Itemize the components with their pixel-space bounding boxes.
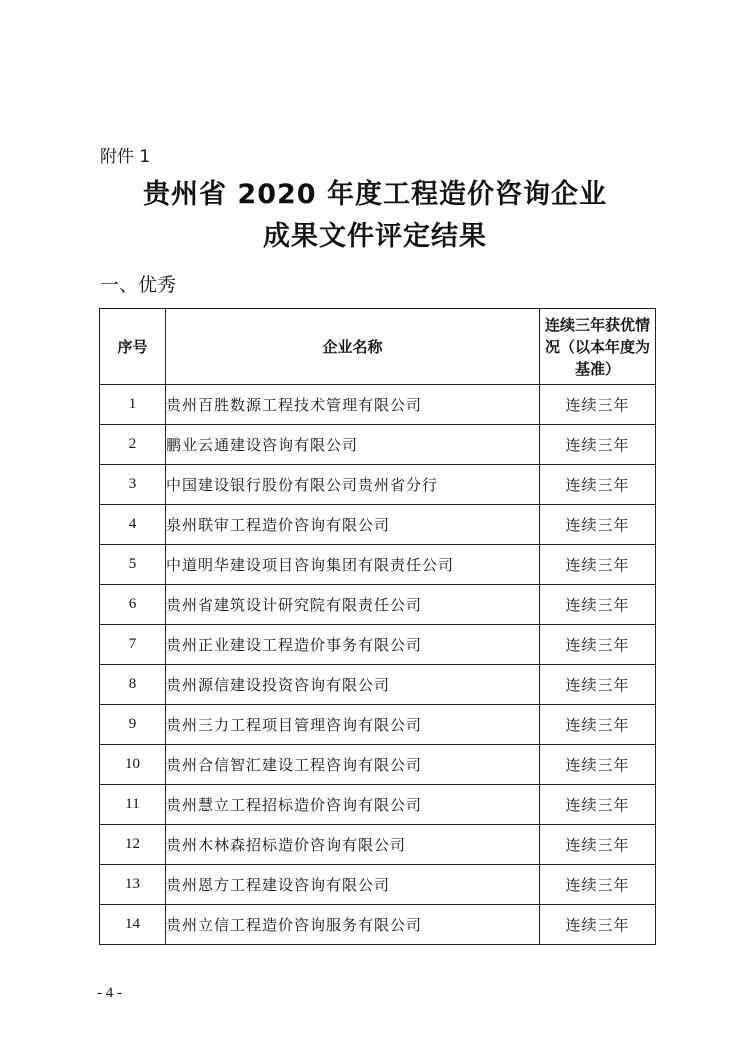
table-row [100,665,656,705]
row-company-name: 中国建设银行股份有限公司贵州省分行 [166,465,540,505]
table-header-row [100,309,656,385]
row-result: 连续三年 [540,425,656,465]
table-row [100,425,656,465]
row-company-name: 贵州立信工程造价咨询服务有限公司 [166,905,540,945]
row-company-name: 贵州省建筑设计研究院有限责任公司 [166,585,540,625]
row-company-name: 贵州恩方工程建设咨询有限公司 [166,865,540,905]
row-index: 14 [100,905,166,945]
header-result [540,309,656,385]
document-title-line-1: 贵州省 2020 年度工程造价咨询企业 [143,179,607,210]
table-row [100,385,656,425]
row-company-name: 鹏业云通建设咨询有限公司 [166,425,540,465]
page-number: - 4 - [97,985,122,1001]
row-result: 连续三年 [540,785,656,825]
table-row [100,585,656,625]
row-result: 连续三年 [540,465,656,505]
header-result-text: 连续三年获优情况（以本年度为基准） [544,315,650,378]
row-index: 11 [100,785,166,825]
row-index: 2 [100,425,166,465]
row-index: 10 [100,745,166,785]
row-company-name: 贵州正业建设工程造价事务有限公司 [166,625,540,665]
row-result: 连续三年 [540,865,656,905]
row-result: 连续三年 [540,705,656,745]
table-row [100,505,656,545]
header-company: 企业名称 [166,309,540,385]
row-index: 9 [100,705,166,745]
document-title-line-2: 成果文件评定结果 [263,221,487,252]
section-heading: 一、优秀 [100,274,177,296]
row-result: 连续三年 [540,905,656,945]
row-company-name: 中道明华建设项目咨询集团有限责任公司 [166,545,540,585]
table-row [100,705,656,745]
row-company-name: 泉州联审工程造价咨询有限公司 [166,505,540,545]
row-index: 3 [100,465,166,505]
row-result: 连续三年 [540,585,656,625]
table-row [100,625,656,665]
row-result: 连续三年 [540,505,656,545]
row-index: 12 [100,825,166,865]
table-row [100,865,656,905]
table-row [100,905,656,945]
row-index: 4 [100,505,166,545]
table-row [100,545,656,585]
row-index: 8 [100,665,166,705]
row-index: 6 [100,585,166,625]
table-row [100,785,656,825]
row-result: 连续三年 [540,825,656,865]
row-company-name: 贵州源信建设投资咨询有限公司 [166,665,540,705]
row-result: 连续三年 [540,745,656,785]
row-company-name: 贵州木林森招标造价咨询有限公司 [166,825,540,865]
row-index: 1 [100,385,166,425]
row-index: 5 [100,545,166,585]
table-row [100,465,656,505]
row-result: 连续三年 [540,385,656,425]
row-company-name: 贵州百胜数源工程技术管理有限公司 [166,385,540,425]
row-company-name: 贵州慧立工程招标造价咨询有限公司 [166,785,540,825]
attachment-label: 附件 1 [100,147,151,167]
table-row [100,825,656,865]
row-index: 7 [100,625,166,665]
results-table [99,308,656,945]
row-index: 13 [100,865,166,905]
row-result: 连续三年 [540,625,656,665]
row-result: 连续三年 [540,665,656,705]
table-row [100,745,656,785]
header-index: 序号 [100,309,166,385]
row-company-name: 贵州三力工程项目管理咨询有限公司 [166,705,540,745]
row-result: 连续三年 [540,545,656,585]
row-company-name: 贵州合信智汇建设工程咨询有限公司 [166,745,540,785]
